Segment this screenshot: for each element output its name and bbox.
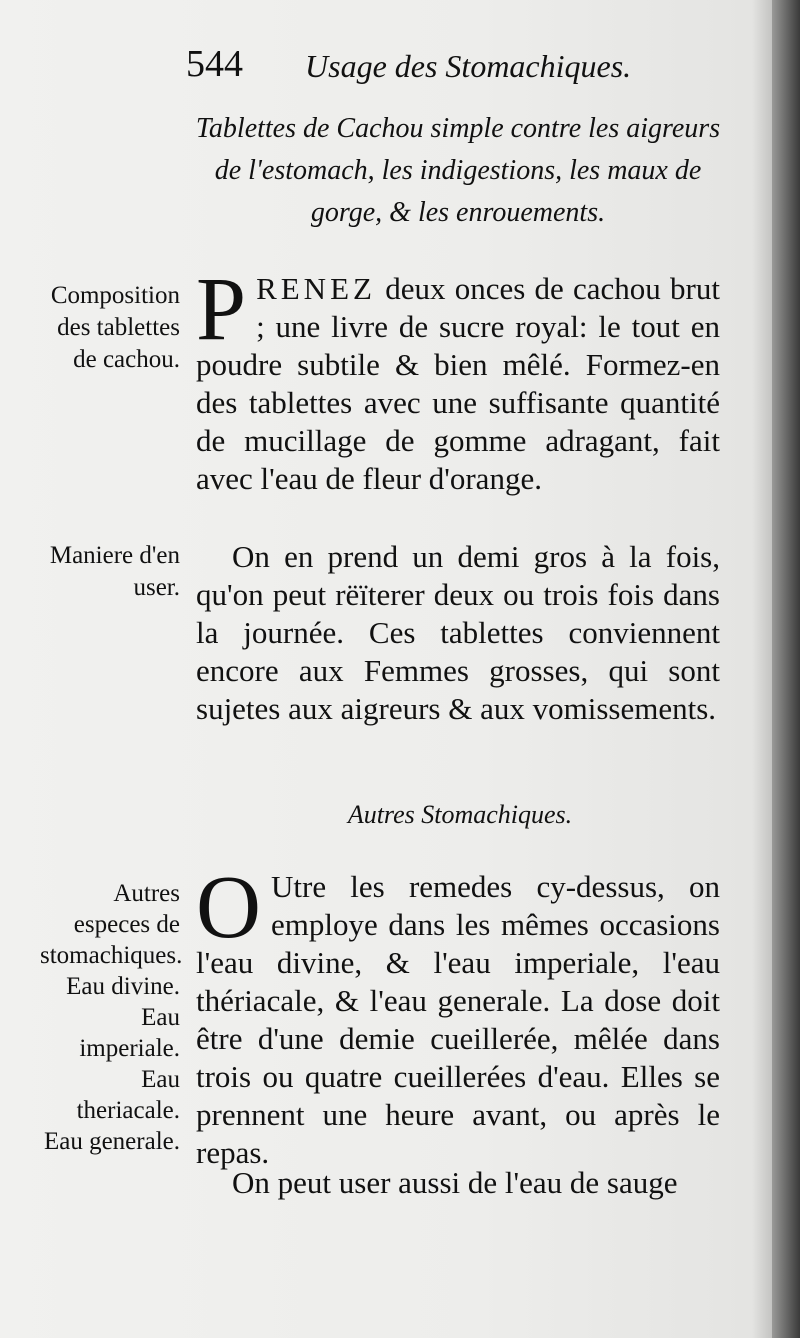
- paragraph-text: deux onces de cachou brut ; une livre de sucre royal: le tout en poudre subtile & bien mêlé. Formez-en des tablettes avec une suffisante quantité de mucillage de gomme adragant, fait avec l'eau de fleur d'orange.: [196, 271, 720, 496]
- margin-note-usage: Maniere d'en user.: [49, 542, 180, 601]
- sauge-paragraph: On peut user aussi de l'eau de sauge: [232, 1165, 678, 1200]
- running-title: Usage des Stomachiques.: [305, 48, 632, 84]
- drop-cap: O: [196, 858, 261, 957]
- margin-note: Eau divine.: [66, 973, 180, 1000]
- page-number: 544: [186, 43, 243, 85]
- paragraph-text: Utre les remedes cy-dessus, on employe dans les mêmes occasions l'eau divine, & l'eau imperiale, l'eau thériacale, & l'eau generale. La dose doit être d'une demie cueillerée, mêlée dans trois ou quatre cueillerées d'eau. Elles se prennent une heure avant, ou après le repas.: [196, 869, 720, 1170]
- margin-note: Autres especes de stomachiques.: [40, 880, 183, 969]
- margin-note: Eau imperiale.: [79, 1004, 180, 1062]
- section-heading: Tablettes de Cachou simple contre les aigreurs de l'estomach, les indigestions, les maux de gorge, & les enrouements.: [195, 113, 721, 228]
- margin-note-composition: Composition des tablettes de cachou.: [50, 282, 180, 373]
- usage-paragraph: On en prend un demi gros à la fois, qu'on peut rëïterer deux ou trois fois dans la journée. Ces tablettes conviennent encore aux Femmes grosses, qui sont sujetes aux aigreurs & aux vomissements.: [196, 539, 720, 726]
- margin-note: Eau generale.: [43, 1128, 180, 1155]
- page-gutter: [772, 0, 800, 1338]
- page-header: [0, 42, 800, 92]
- subsection-heading: Autres Stomachiques.: [347, 800, 573, 829]
- margin-note: Eau theriacale.: [76, 1066, 180, 1124]
- paragraph-lead: RENEZ: [256, 271, 376, 306]
- drop-cap: P: [196, 260, 247, 359]
- margin-notes-other: [40, 878, 183, 1157]
- recipe-paragraph: [196, 260, 720, 498]
- other-remedies-paragraph: [196, 858, 720, 1172]
